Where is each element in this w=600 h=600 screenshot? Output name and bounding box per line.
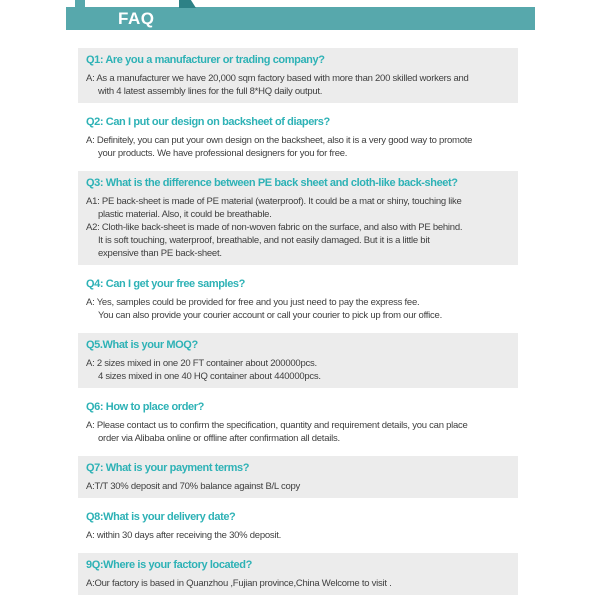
answer-line: with 4 latest assembly lines for the full 8*HQ daily output. <box>98 86 323 97</box>
answer-line: your products. We have professional designers for you for free. <box>98 148 348 159</box>
answer-line: A: Definitely, you can put your own design on the backsheet, also it is a very good way to promote <box>86 135 473 146</box>
question-title: Q1: Are you a manufacturer or trading company? <box>86 54 325 66</box>
answer-line: It is soft touching, waterproof, breathable, and not easily damaged. But it is a little bit <box>98 235 430 246</box>
question-title: Q4: Can I get your free samples? <box>86 278 245 290</box>
faq-item-q6 <box>78 399 518 445</box>
answer-line: A: Please contact us to confirm the specification, quantity and requirement details, you can place <box>86 420 468 431</box>
question-title: Q2: Can I put our design on backsheet of diapers? <box>86 116 330 128</box>
answer-line: A:Our factory is based in Quanzhou ,Fujian province,China Welcome to visit . <box>86 578 392 589</box>
answer-line: order via Alibaba online or offline after confirmation all details. <box>98 433 340 444</box>
question-title: 9Q:Where is your factory located? <box>86 559 252 571</box>
ribbon-fold-icon <box>179 0 196 8</box>
answer-line: A: Yes, samples could be provided for free and you just need to pay the express fee. <box>86 297 420 308</box>
faq-item-q3 <box>78 171 518 265</box>
answer-line: A1: PE back-sheet is made of PE material (waterproof). It could be a mat or shiny, touching like <box>86 196 462 207</box>
answer-lines <box>86 72 510 98</box>
answer-lines <box>86 529 510 542</box>
answer-lines <box>86 480 510 493</box>
faq-item-q4 <box>78 276 518 322</box>
answer-line: A:T/T 30% deposit and 70% balance against B/L copy <box>86 481 301 492</box>
faq-banner <box>66 7 535 30</box>
answer-lines <box>86 577 510 590</box>
faq-item-q1 <box>78 48 518 103</box>
question-title: Q5.What is your MOQ? <box>86 339 198 351</box>
question-title: Q3: What is the difference between PE back sheet and cloth-like back-sheet? <box>86 177 458 189</box>
faq-item-q8 <box>78 509 518 542</box>
answer-line: expensive than PE back-sheet. <box>98 248 222 259</box>
faq-item-q2 <box>78 114 518 160</box>
faq-item-q9 <box>78 553 518 595</box>
answer-lines <box>86 134 510 160</box>
answer-lines <box>86 195 510 260</box>
answer-line: A: 2 sizes mixed in one 20 FT container about 200000pcs. <box>86 358 317 369</box>
answer-lines <box>86 419 510 445</box>
question-title: Q8:What is your delivery date? <box>86 511 236 523</box>
faq-item-q5 <box>78 333 518 388</box>
question-title: Q7: What is your payment terms? <box>86 462 250 474</box>
answer-line: A: within 30 days after receiving the 30% deposit. <box>86 530 282 541</box>
answer-lines <box>86 296 510 322</box>
answer-line: 4 sizes mixed in one 40 HQ container about 440000pcs. <box>98 371 321 382</box>
answer-line: A: As a manufacturer we have 20,000 sqm factory based with more than 200 skilled workers and <box>86 73 469 84</box>
answer-line: You can also provide your courier account or call your courier to pick up from our office. <box>98 310 442 321</box>
faq-banner-title: FAQ <box>118 9 155 28</box>
answer-line: A2: Cloth-like back-sheet is made of non-woven fabric on the surface, and also with PE behind. <box>86 222 463 233</box>
faq-item-q7 <box>78 456 518 498</box>
faq-list <box>78 48 518 600</box>
question-title: Q6: How to place order? <box>86 401 204 413</box>
answer-lines <box>86 357 510 383</box>
answer-line: plastic material. Also, it could be breathable. <box>98 209 272 220</box>
